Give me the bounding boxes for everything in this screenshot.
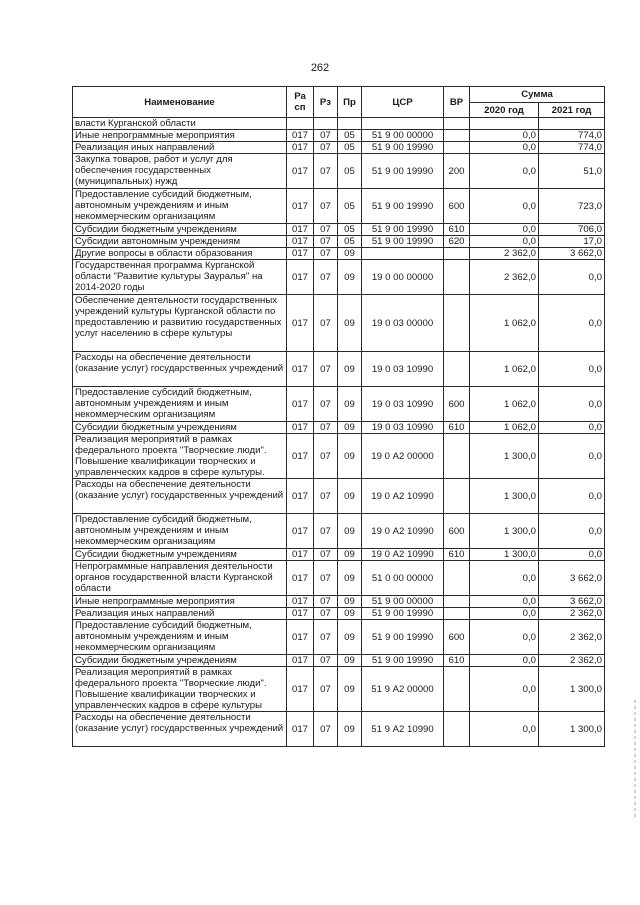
cell-sum-2020: 1 300,0 [470, 514, 539, 549]
header-pr: Пр [338, 87, 362, 118]
cell-name: Закупка товаров, работ и услуг для обеспечения государственных (муниципальных) нужд [73, 154, 287, 189]
cell-csr [362, 118, 444, 130]
cell-csr: 19 0 03 00000 [362, 295, 444, 352]
cell-pr: 09 [338, 549, 362, 561]
cell-csr: 19 0 А2 10990 [362, 549, 444, 561]
cell-pr: 09 [338, 712, 362, 747]
cell-rasp: 017 [287, 655, 314, 667]
cell-rz: 07 [314, 667, 338, 712]
header-name: Наименование [73, 87, 287, 118]
cell-rasp: 017 [287, 712, 314, 747]
cell-rasp: 017 [287, 130, 314, 142]
cell-sum-2021: 0,0 [539, 549, 605, 561]
cell-sum-2020: 1 062,0 [470, 295, 539, 352]
cell-sum-2021: 1 300,0 [539, 667, 605, 712]
table-row [73, 608, 605, 620]
table-row [73, 514, 605, 549]
cell-pr: 05 [338, 154, 362, 189]
cell-csr: 19 0 А2 10990 [362, 479, 444, 514]
header-csr: ЦСР [362, 87, 444, 118]
cell-pr: 09 [338, 514, 362, 549]
cell-name: Расходы на обеспечение деятельности (оказание услуг) государственных учреждений [73, 479, 287, 514]
cell-sum-2021: 17,0 [539, 236, 605, 248]
cell-csr: 19 0 00 00000 [362, 260, 444, 295]
cell-sum-2021: 0,0 [539, 422, 605, 434]
cell-csr: 51 9 00 19990 [362, 655, 444, 667]
cell-name: Реализация иных направлений [73, 608, 287, 620]
header-rasp: Ра сп [287, 87, 314, 118]
cell-pr: 09 [338, 387, 362, 422]
cell-vr [444, 479, 470, 514]
cell-rz: 07 [314, 260, 338, 295]
table-row [73, 479, 605, 514]
cell-rz: 07 [314, 189, 338, 224]
cell-sum-2021: 774,0 [539, 142, 605, 154]
cell-sum-2020: 0,0 [470, 142, 539, 154]
cell-sum-2021: 0,0 [539, 434, 605, 479]
cell-name: Расходы на обеспечение деятельности (оказание услуг) государственных учреждений [73, 352, 287, 387]
table-row [73, 260, 605, 295]
table-body [73, 118, 605, 747]
cell-rz: 07 [314, 295, 338, 352]
cell-rasp: 017 [287, 236, 314, 248]
cell-pr: 09 [338, 608, 362, 620]
cell-vr [444, 248, 470, 260]
cell-vr: 600 [444, 189, 470, 224]
table-row [73, 236, 605, 248]
cell-csr: 51 9 00 19990 [362, 142, 444, 154]
cell-sum-2020: 2 362,0 [470, 260, 539, 295]
header-vr: ВР [444, 87, 470, 118]
cell-name: Субсидии бюджетным учреждениям [73, 422, 287, 434]
cell-csr: 51 9 00 19990 [362, 620, 444, 655]
header-summa: Сумма [470, 87, 605, 103]
cell-name: Субсидии бюджетным учреждениям [73, 549, 287, 561]
cell-sum-2020 [470, 118, 539, 130]
cell-name: Обеспечение деятельности государственных учреждений культуры Курганской области по предоставлению и развитию государственных услуг населению в сфере культуры [73, 295, 287, 352]
table-row [73, 295, 605, 352]
cell-vr: 610 [444, 422, 470, 434]
table-row [73, 248, 605, 260]
cell-rz: 07 [314, 620, 338, 655]
cell-sum-2021: 1 300,0 [539, 712, 605, 747]
table-row [73, 667, 605, 712]
cell-rasp: 017 [287, 387, 314, 422]
cell-sum-2020: 1 062,0 [470, 387, 539, 422]
cell-sum-2021: 51,0 [539, 154, 605, 189]
cell-sum-2021: 706,0 [539, 224, 605, 236]
cell-name: Реализация мероприятий в рамках федерального проекта "Творческие люди". Повышение квалификации творческих и управленческих кадров в сфере культуры. [73, 434, 287, 479]
cell-name: Субсидии бюджетным учреждениям [73, 224, 287, 236]
cell-vr: 600 [444, 620, 470, 655]
cell-sum-2021: 0,0 [539, 514, 605, 549]
cell-rasp: 017 [287, 422, 314, 434]
cell-pr: 05 [338, 130, 362, 142]
cell-vr [444, 596, 470, 608]
cell-sum-2021: 0,0 [539, 479, 605, 514]
cell-vr: 600 [444, 387, 470, 422]
cell-csr: 51 9 00 19990 [362, 189, 444, 224]
cell-sum-2020: 0,0 [470, 189, 539, 224]
cell-vr [444, 295, 470, 352]
cell-csr: 51 9 00 00000 [362, 596, 444, 608]
cell-rz: 07 [314, 608, 338, 620]
cell-sum-2021: 3 662,0 [539, 561, 605, 596]
cell-vr [444, 352, 470, 387]
cell-csr: 51 9 00 19990 [362, 224, 444, 236]
cell-rz: 07 [314, 561, 338, 596]
cell-csr: 51 9 00 19990 [362, 236, 444, 248]
cell-vr [444, 667, 470, 712]
cell-rz: 07 [314, 549, 338, 561]
cell-name: Предоставление субсидий бюджетным, автономным учреждениям и иным некоммерческим организациям [73, 620, 287, 655]
cell-vr: 610 [444, 549, 470, 561]
cell-rasp: 017 [287, 561, 314, 596]
cell-rasp: 017 [287, 260, 314, 295]
cell-pr: 09 [338, 655, 362, 667]
cell-sum-2021: 0,0 [539, 352, 605, 387]
cell-rz: 07 [314, 514, 338, 549]
cell-rasp: 017 [287, 224, 314, 236]
table-row [73, 387, 605, 422]
cell-vr: 600 [444, 514, 470, 549]
cell-csr: 19 0 03 10990 [362, 387, 444, 422]
cell-csr: 51 9 00 19990 [362, 154, 444, 189]
cell-rz: 07 [314, 655, 338, 667]
header-rz: Рз [314, 87, 338, 118]
scan-edge-mark [634, 700, 636, 820]
cell-pr [338, 118, 362, 130]
cell-rz: 07 [314, 154, 338, 189]
cell-name: Предоставление субсидий бюджетным, автономным учреждениям и иным некоммерческим организациям [73, 189, 287, 224]
table-row [73, 655, 605, 667]
cell-name: Предоставление субсидий бюджетным, автономным учреждениям и иным некоммерческим организациям [73, 514, 287, 549]
cell-sum-2020: 0,0 [470, 712, 539, 747]
cell-name: Государственная программа Курганской области "Развитие культуры Зауралья" на 2014-2020 годы [73, 260, 287, 295]
cell-csr: 51 9 А2 10990 [362, 712, 444, 747]
table-row [73, 434, 605, 479]
cell-rasp: 017 [287, 352, 314, 387]
cell-rz: 07 [314, 142, 338, 154]
cell-sum-2021: 2 362,0 [539, 608, 605, 620]
cell-vr [444, 608, 470, 620]
cell-sum-2020: 0,0 [470, 224, 539, 236]
cell-name: власти Курганской области [73, 118, 287, 130]
cell-csr: 19 0 03 10990 [362, 422, 444, 434]
table-row [73, 224, 605, 236]
cell-sum-2021: 774,0 [539, 130, 605, 142]
cell-name: Иные непрограммные мероприятия [73, 596, 287, 608]
cell-sum-2021 [539, 118, 605, 130]
cell-rz: 07 [314, 130, 338, 142]
cell-csr: 51 0 00 00000 [362, 561, 444, 596]
cell-rasp: 017 [287, 620, 314, 655]
table-row [73, 422, 605, 434]
table-row [73, 154, 605, 189]
cell-pr: 09 [338, 479, 362, 514]
cell-sum-2020: 1 062,0 [470, 352, 539, 387]
cell-pr: 09 [338, 667, 362, 712]
cell-rasp: 017 [287, 549, 314, 561]
cell-rasp: 017 [287, 667, 314, 712]
cell-name: Субсидии автономным учреждениям [73, 236, 287, 248]
cell-name: Реализация мероприятий в рамках федерального проекта "Творческие люди". Повышение квалификации творческих и управленческих кадров в сфере культуры [73, 667, 287, 712]
cell-pr: 09 [338, 295, 362, 352]
cell-vr [444, 712, 470, 747]
cell-pr: 09 [338, 248, 362, 260]
cell-name: Иные непрограммные мероприятия [73, 130, 287, 142]
cell-rasp: 017 [287, 189, 314, 224]
cell-rasp: 017 [287, 142, 314, 154]
cell-rz: 07 [314, 352, 338, 387]
cell-vr [444, 561, 470, 596]
cell-sum-2020: 1 300,0 [470, 549, 539, 561]
cell-name: Субсидии бюджетным учреждениям [73, 655, 287, 667]
cell-rz: 07 [314, 434, 338, 479]
cell-sum-2021: 2 362,0 [539, 620, 605, 655]
cell-sum-2020: 0,0 [470, 154, 539, 189]
cell-csr: 51 9 00 00000 [362, 130, 444, 142]
cell-vr: 610 [444, 224, 470, 236]
cell-sum-2021: 2 362,0 [539, 655, 605, 667]
cell-rasp: 017 [287, 514, 314, 549]
cell-sum-2020: 0,0 [470, 655, 539, 667]
cell-pr: 05 [338, 189, 362, 224]
cell-rasp: 017 [287, 248, 314, 260]
table-row [73, 352, 605, 387]
table-row [73, 130, 605, 142]
cell-name: Расходы на обеспечение деятельности (оказание услуг) государственных учреждений [73, 712, 287, 747]
cell-csr: 51 9 А2 00000 [362, 667, 444, 712]
cell-rasp: 017 [287, 479, 314, 514]
cell-sum-2020: 0,0 [470, 620, 539, 655]
cell-pr: 09 [338, 434, 362, 479]
cell-pr: 05 [338, 224, 362, 236]
cell-pr: 09 [338, 596, 362, 608]
cell-csr [362, 248, 444, 260]
header-year-2021: 2021 год [539, 103, 605, 118]
table-row [73, 549, 605, 561]
header-year-2020: 2020 год [470, 103, 539, 118]
cell-pr: 05 [338, 236, 362, 248]
cell-csr: 19 0 А2 00000 [362, 434, 444, 479]
cell-sum-2020: 1 062,0 [470, 422, 539, 434]
cell-csr: 19 0 А2 10990 [362, 514, 444, 549]
cell-sum-2020: 0,0 [470, 608, 539, 620]
cell-sum-2020: 2 362,0 [470, 248, 539, 260]
cell-rz: 07 [314, 596, 338, 608]
table-row [73, 189, 605, 224]
cell-sum-2021: 0,0 [539, 295, 605, 352]
cell-pr: 09 [338, 260, 362, 295]
cell-name: Предоставление субсидий бюджетным, автономным учреждениям и иным некоммерческим организациям [73, 387, 287, 422]
cell-sum-2021: 0,0 [539, 260, 605, 295]
cell-rasp: 017 [287, 154, 314, 189]
cell-sum-2020: 0,0 [470, 130, 539, 142]
budget-table [72, 86, 605, 747]
cell-vr: 200 [444, 154, 470, 189]
cell-rasp: 017 [287, 608, 314, 620]
page-number: 262 [310, 62, 330, 74]
cell-sum-2021: 3 662,0 [539, 248, 605, 260]
cell-sum-2020: 1 300,0 [470, 434, 539, 479]
cell-rz: 07 [314, 236, 338, 248]
cell-name: Непрограммные направления деятельности органов государственной власти Курганской области [73, 561, 287, 596]
cell-rz: 07 [314, 712, 338, 747]
cell-rz: 07 [314, 387, 338, 422]
cell-pr: 09 [338, 561, 362, 596]
cell-rasp: 017 [287, 434, 314, 479]
cell-sum-2020: 0,0 [470, 667, 539, 712]
cell-rasp [287, 118, 314, 130]
cell-rz: 07 [314, 479, 338, 514]
cell-csr: 51 9 00 19990 [362, 608, 444, 620]
table-row [73, 118, 605, 130]
cell-vr [444, 130, 470, 142]
cell-pr: 09 [338, 352, 362, 387]
cell-rasp: 017 [287, 295, 314, 352]
cell-rz: 07 [314, 422, 338, 434]
table-row [73, 561, 605, 596]
cell-rz: 07 [314, 248, 338, 260]
cell-rz: 07 [314, 224, 338, 236]
cell-sum-2021: 3 662,0 [539, 596, 605, 608]
cell-sum-2020: 0,0 [470, 236, 539, 248]
cell-vr: 610 [444, 655, 470, 667]
cell-vr [444, 434, 470, 479]
cell-pr: 09 [338, 620, 362, 655]
cell-vr: 620 [444, 236, 470, 248]
cell-rasp: 017 [287, 596, 314, 608]
cell-rz [314, 118, 338, 130]
cell-name: Другие вопросы в области образования [73, 248, 287, 260]
cell-csr: 19 0 03 10990 [362, 352, 444, 387]
table-row [73, 712, 605, 747]
table-row [73, 596, 605, 608]
cell-pr: 05 [338, 142, 362, 154]
table-row [73, 620, 605, 655]
cell-sum-2020: 1 300,0 [470, 479, 539, 514]
cell-vr [444, 118, 470, 130]
cell-name: Реализация иных направлений [73, 142, 287, 154]
cell-sum-2021: 723,0 [539, 189, 605, 224]
cell-sum-2020: 0,0 [470, 596, 539, 608]
cell-vr [444, 142, 470, 154]
cell-pr: 09 [338, 422, 362, 434]
cell-vr [444, 260, 470, 295]
cell-sum-2021: 0,0 [539, 387, 605, 422]
table-row [73, 142, 605, 154]
cell-sum-2020: 0,0 [470, 561, 539, 596]
